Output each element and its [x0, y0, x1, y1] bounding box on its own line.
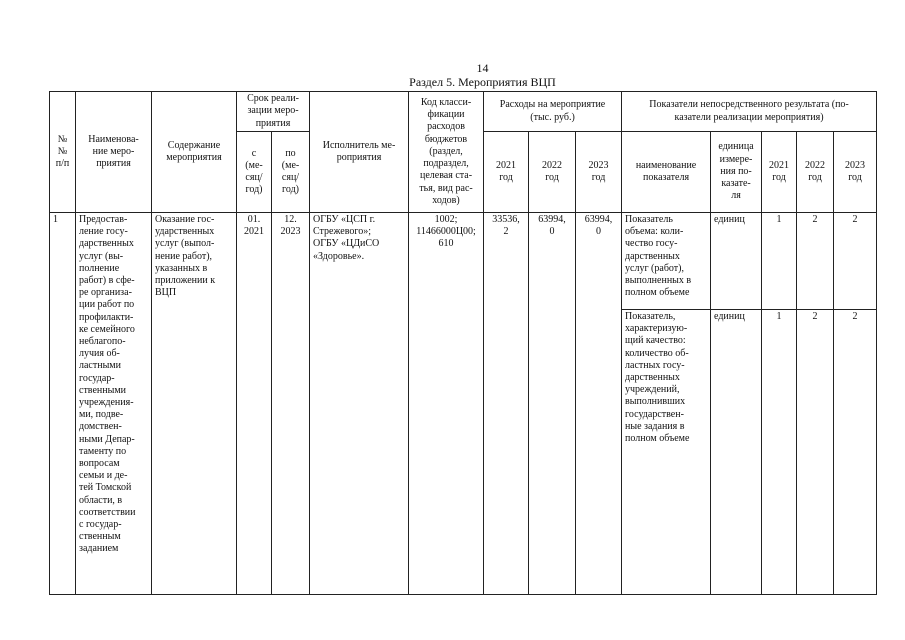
indicator-name: Показатель объема: коли- чество госу- дарственных услуг (работ), выполненных в полном объеме — [622, 213, 711, 310]
indicator-value-2021: 1 — [762, 310, 797, 595]
header-indicator-2023: 2023 год — [834, 132, 877, 213]
activities-table — [49, 91, 877, 595]
row-term-to: 12. 2023 — [272, 213, 310, 595]
indicator-value-2022: 2 — [797, 310, 834, 595]
indicator-value-2022: 2 — [797, 213, 834, 310]
row-num: 1 — [50, 213, 76, 595]
indicator-unit: единиц — [711, 310, 762, 595]
header-indicator-unit: единица измере- ния по- казате- ля — [711, 132, 762, 213]
header-budget-code: Код класси- фикации расходов бюджетов (раздел, подраздел, целевая ста- тья, вид рас- ходов) — [409, 92, 484, 213]
indicator-unit: единиц — [711, 213, 762, 310]
header-expenses-2021: 2021 год — [484, 132, 529, 213]
row-expenses-2023: 63994, 0 — [576, 213, 622, 595]
row-activity-content: Оказание гос- ударственных услуг (выпол- нение работ), указанных в приложении к ВЦП — [152, 213, 237, 595]
header-indicator-2021: 2021 год — [762, 132, 797, 213]
row-executor: ОГБУ «ЦСП г. Стрежевого»; ОГБУ «ЦДиСО «Здоровье». — [310, 213, 409, 595]
header-indicator-name: наименование показателя — [622, 132, 711, 213]
header-activity-content: Содержание мероприятия — [152, 92, 237, 213]
header-expenses-2023: 2023 год — [576, 132, 622, 213]
header-executor: Исполнитель ме- роприятия — [310, 92, 409, 213]
row-term-from: 01. 2021 — [237, 213, 272, 595]
page-number: 14 — [476, 61, 489, 75]
indicator-name: Показатель, характеризую- щий качество: количество об- ластных госу- дарственных учреждений, выполнивших государствен- ные задания в полном объеме — [622, 310, 711, 595]
indicator-value-2023: 2 — [834, 213, 877, 310]
header-term-to: по (ме- сяц/ год) — [272, 132, 310, 213]
row-activity-name: Предостав- ление госу- дарственных услуг (вы- полнение работ) в сфе- ре организа- ции работ по профилакти- ке семейного неблагопо- лучия об- ластными государ- ственными учреждения- ми, подве- домствен- ными Депар- таменту по вопросам семьи и де- тей Томской области, в соответствии с государ- ственным заданием — [76, 213, 152, 595]
header-num: № № п/п — [50, 92, 76, 213]
header-indicator-2022: 2022 год — [797, 132, 834, 213]
header-indicators: Показатели непосредственного результата (по- казатели реализации мероприятия) — [622, 92, 877, 132]
indicator-value-2023: 2 — [834, 310, 877, 595]
row-expenses-2021: 33536, 2 — [484, 213, 529, 595]
section-title: Раздел 5. Мероприятия ВЦП — [409, 75, 556, 89]
row-budget-code: 1002; 11466000Ц00; 610 — [409, 213, 484, 595]
header-term: Срок реали- зации меро- приятия — [237, 92, 310, 132]
header-expenses: Расходы на мероприятие (тыс. руб.) — [484, 92, 622, 132]
header-term-from: с (ме- сяц/ год) — [237, 132, 272, 213]
indicator-value-2021: 1 — [762, 213, 797, 310]
header-expenses-2022: 2022 год — [529, 132, 576, 213]
header-activity-name: Наименова- ние меро- приятия — [76, 92, 152, 213]
row-expenses-2022: 63994, 0 — [529, 213, 576, 595]
